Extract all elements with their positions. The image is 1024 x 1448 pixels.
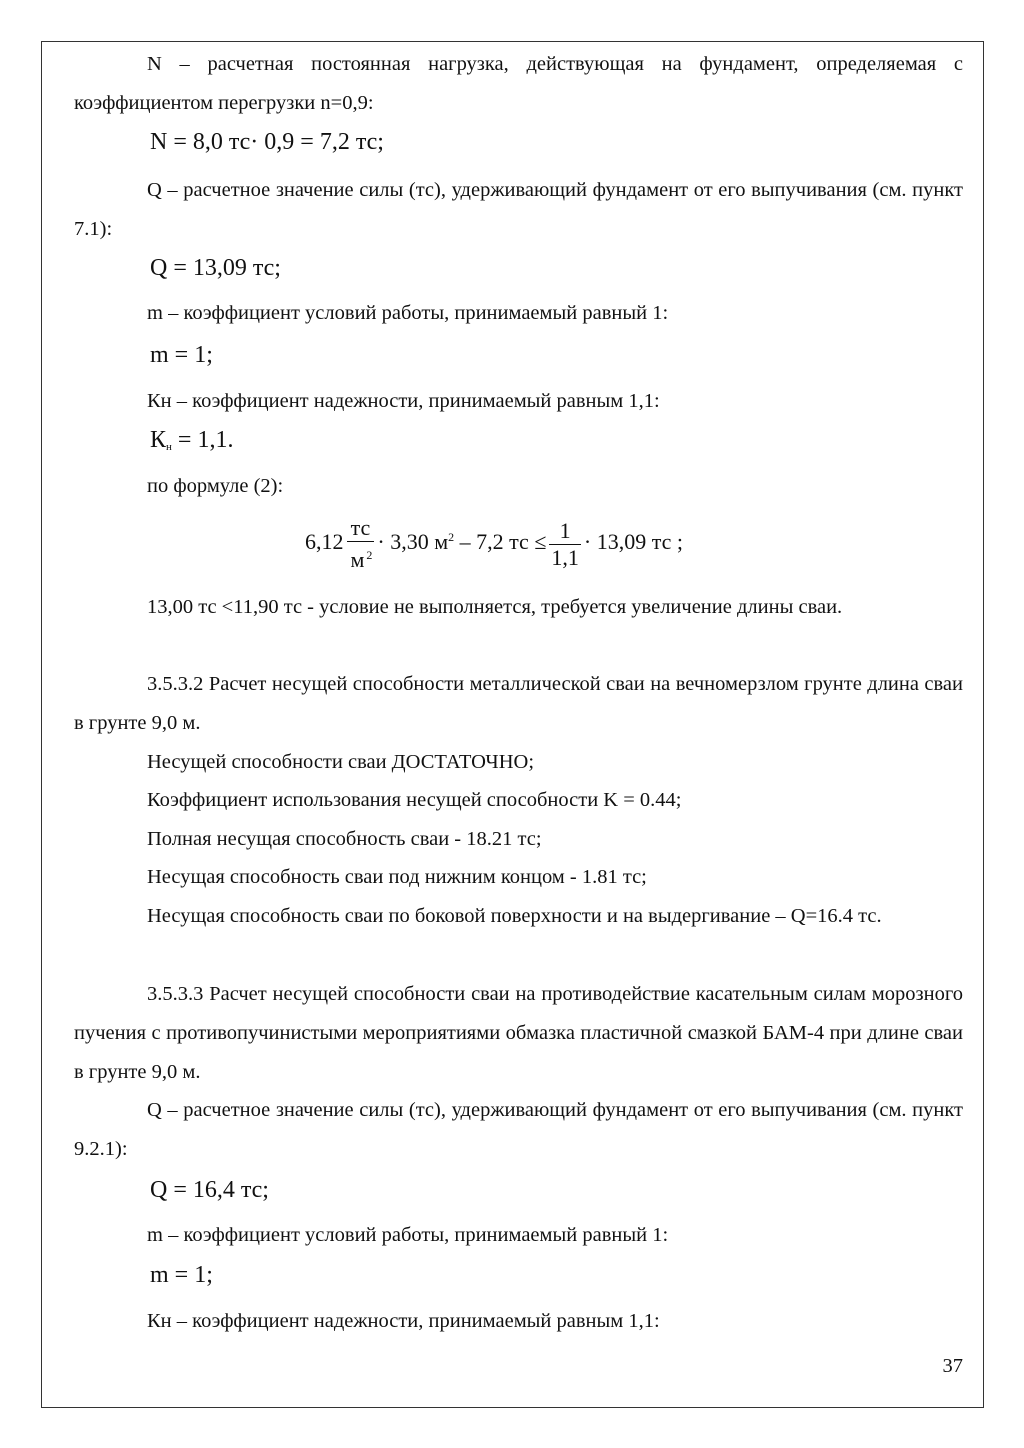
formula-part: 6,12 bbox=[305, 529, 344, 555]
paragraph: Несущая способность сваи по боковой поверхности и на выдергивание – Q=16.4 тс. bbox=[147, 905, 882, 927]
exponent: 2 bbox=[366, 548, 373, 562]
formula-kn bbox=[150, 425, 233, 462]
denominator bbox=[347, 542, 375, 573]
paragraph: Q – расчетное значение силы (тс), удерживающий фундамент от его выпучивания (см. пункт 7.1): bbox=[74, 179, 963, 240]
paragraph: N – расчетная постоянная нагрузка, действующая на фундамент, определяемая с коэффициентом перегрузки n=0,9: bbox=[74, 53, 963, 114]
exponent: 2 bbox=[448, 529, 455, 544]
formula-m: m = 1; bbox=[150, 342, 213, 368]
paragraph: 3.5.3.3 Расчет несущей способности сваи на противодействие касательным силам морозного пучения с противопучинистыми мероприятиями обмазка пластичной смазкой БАМ-4 при длине сваи в грунте 9,0 м. bbox=[74, 983, 963, 1083]
fraction bbox=[347, 515, 375, 573]
paragraph: Несущей способности сваи ДОСТАТОЧНО; bbox=[147, 751, 535, 773]
den-text: м bbox=[350, 547, 365, 573]
formula-2 bbox=[305, 515, 683, 573]
paragraph: Q – расчетное значение силы (тс), удерживающий фундамент от его выпучивания (см. пункт 9.2.1): bbox=[74, 1099, 963, 1160]
k-value: = 1,1. bbox=[171, 427, 234, 453]
fraction bbox=[549, 518, 581, 571]
paragraph: Кн – коэффициент надежности, принимаемый равным 1,1: bbox=[147, 1310, 660, 1332]
k-subscript: н bbox=[166, 441, 172, 453]
numerator: тс bbox=[347, 515, 375, 542]
paragraph: Несущая способность сваи под нижним концом - 1.81 тс; bbox=[147, 866, 647, 888]
paragraph: 13,00 тс <11,90 тс - условие не выполняется, требуется увеличение длины сваи. bbox=[147, 596, 843, 618]
paragraph: m – коэффициент условий работы, принимаемый равный 1: bbox=[147, 1224, 669, 1246]
formula-m2: m = 1; bbox=[150, 1262, 213, 1288]
formula-q2: Q = 16,4 тс; bbox=[150, 1177, 269, 1203]
k-symbol: К bbox=[150, 427, 167, 453]
paragraph: 3.5.3.2 Расчет несущей способности металлической сваи на вечномерзлом грунте длина сваи в грунте 9,0 м. bbox=[74, 673, 963, 734]
paragraph: Кн – коэффициент надежности, принимаемый равным 1,1: bbox=[147, 390, 660, 412]
formula-n: N = 8,0 тс· 0,9 = 7,2 тс; bbox=[150, 129, 384, 155]
formula-part: – 7,2 тс ≤ bbox=[454, 529, 547, 555]
denominator: 1,1 bbox=[551, 544, 579, 570]
numerator: 1 bbox=[549, 518, 581, 545]
page-number: 37 bbox=[942, 1355, 963, 1377]
paragraph: m – коэффициент условий работы, принимаемый равный 1: bbox=[147, 302, 669, 324]
paragraph: по формуле (2): bbox=[147, 475, 284, 497]
paragraph: Полная несущая способность сваи - 18.21 тс; bbox=[147, 828, 542, 850]
formula-q: Q = 13,09 тс; bbox=[150, 255, 281, 281]
formula-part: · 13,09 тс ; bbox=[583, 529, 683, 555]
formula-part: · 3,30 м bbox=[377, 529, 449, 555]
paragraph: Коэффициент использования несущей способности K = 0.44; bbox=[147, 789, 682, 811]
